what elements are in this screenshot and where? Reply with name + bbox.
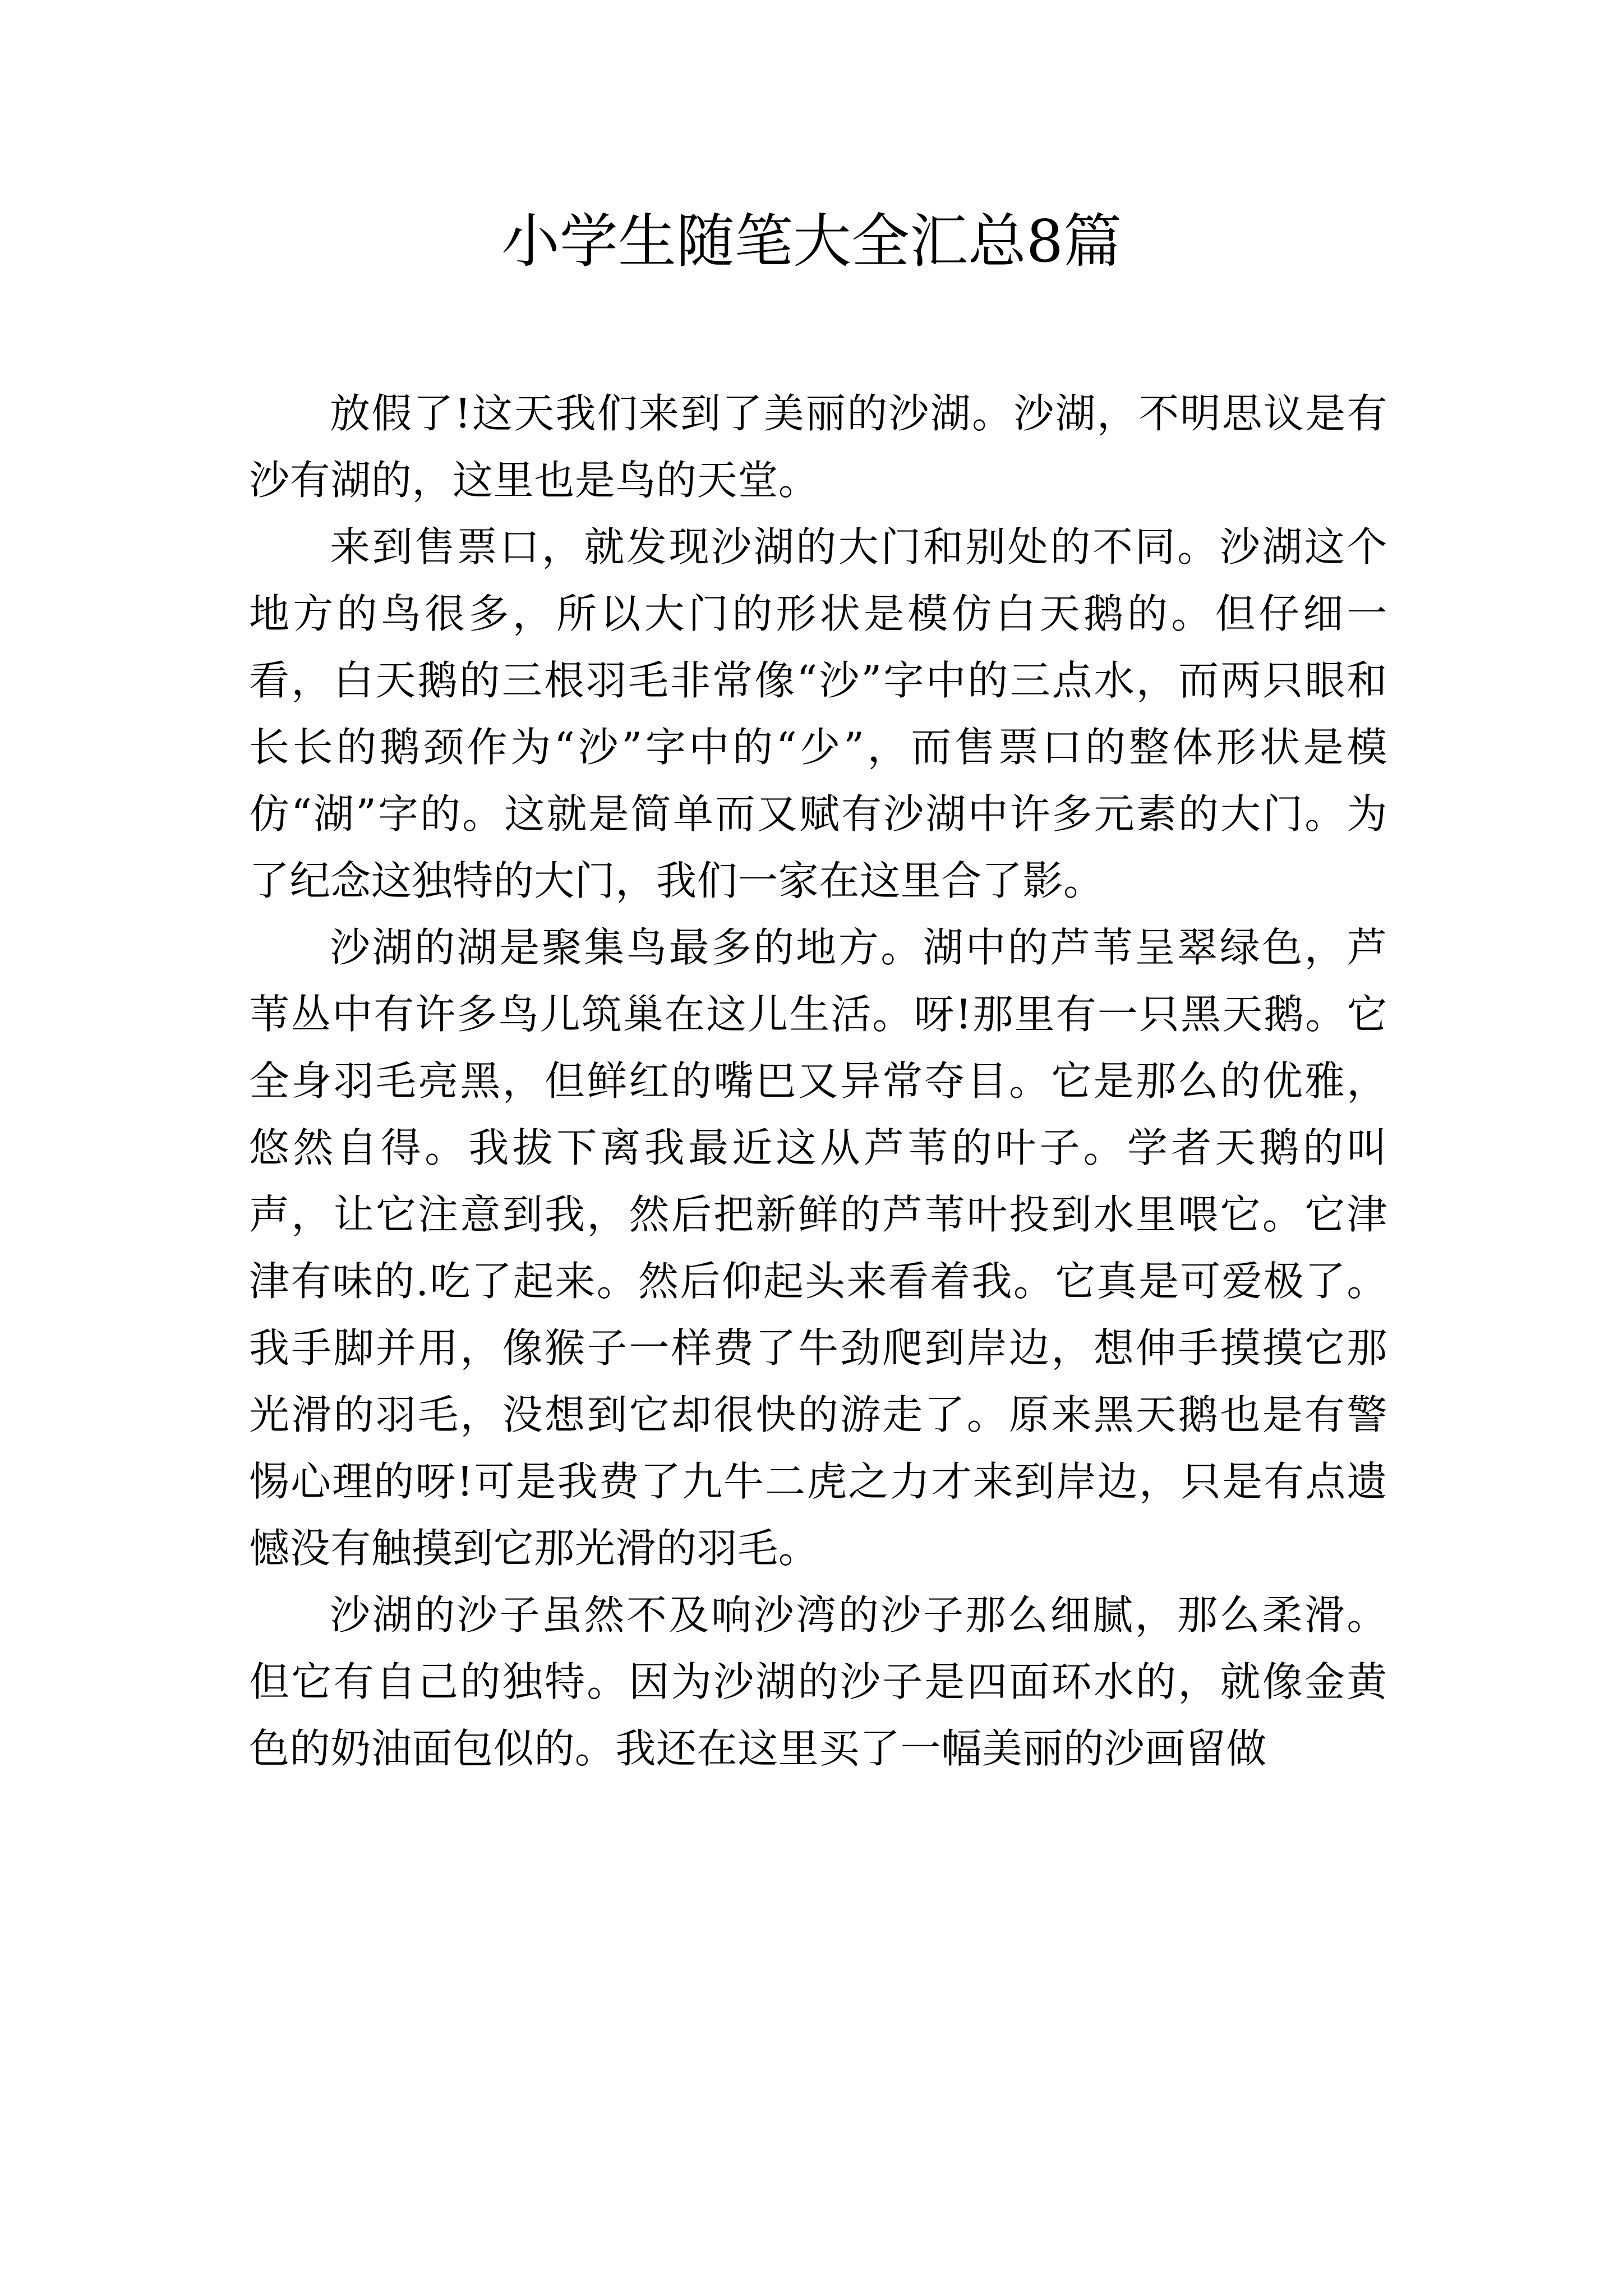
paragraph-1: 放假了!这天我们来到了美丽的沙湖。沙湖，不明思议是有沙有湖的，这里也是鸟的天堂。	[249, 390, 1387, 504]
paragraph-3: 沙湖的湖是聚集鸟最多的地方。湖中的芦苇呈翠绿色，芦苇丛中有许多鸟儿筑巢在这儿生活。呀!那里有一只黑天鹅。它全身羽毛亮黑，但鲜红的嘴巴又异常夺目。它是那么的优雅，悠然自得。我拔下离我最近这从芦苇的叶子。学者天鹅的叫声，让它注意到我，然后把新鲜的芦苇叶投到水里喂它。它津津有味的.吃了起来。然后仰起头来看着我。它真是可爱极了。我手脚并用，像猴子一样费了牛劲爬到岸边，想伸手摸摸它那光滑的羽毛，没想到它却很快的游走了。原来黑天鹅也是有警惕心理的呀!可是我费了九牛二虎之力才来到岸边，只是有点遗憾没有触摸到它那光滑的羽毛。	[249, 924, 1387, 1572]
paragraph-2: 来到售票口，就发现沙湖的大门和别处的不同。沙湖这个地方的鸟很多，所以大门的形状是模仿白天鹅的。但仔细一看，白天鹅的三根羽毛非常像“沙”字中的三点水，而两只眼和长长的鹅颈作为“沙”字中的“少”，而售票口的整体形状是模仿“湖”字的。这就是简单而又赋有沙湖中许多元素的大门。为了纪念这独特的大门，我们一家在这里合了影。	[249, 523, 1387, 904]
document-title: 小学生随笔大全汇总8篇	[501, 207, 1122, 275]
paragraph-4: 沙湖的沙子虽然不及响沙湾的沙子那么细腻，那么柔滑。但它有自己的独特。因为沙湖的沙子是四面环水的，就像金黄色的奶油面包似的。我还在这里买了一幅美丽的沙画留做	[249, 1591, 1387, 1772]
document-body	[249, 380, 1387, 1782]
